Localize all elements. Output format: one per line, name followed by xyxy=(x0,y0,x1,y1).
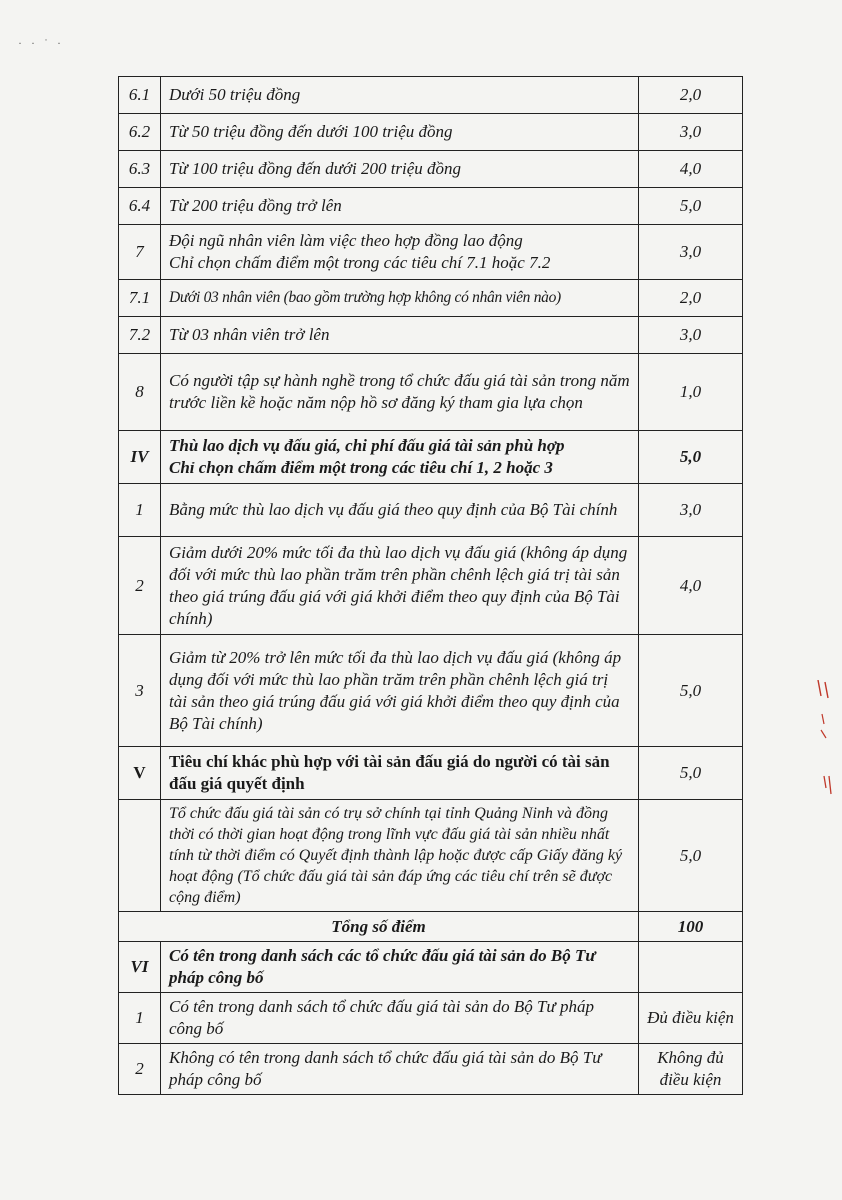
row-number: VI xyxy=(119,942,161,993)
row-score: 3,0 xyxy=(639,484,743,537)
row-number: V xyxy=(119,747,161,800)
row-number: 6.2 xyxy=(119,114,161,151)
row-number: 6.1 xyxy=(119,77,161,114)
row-score: 3,0 xyxy=(639,225,743,280)
margin-ink-marks xyxy=(812,680,838,820)
row-number: IV xyxy=(119,431,161,484)
ink-stroke xyxy=(821,714,826,738)
row-number: 7.1 xyxy=(119,280,161,317)
scan-speckle: · · ˙ · xyxy=(18,36,64,50)
row-description: Từ 50 triệu đồng đến dưới 100 triệu đồng xyxy=(161,114,639,151)
row-description: Không có tên trong danh sách tổ chức đấu giá tài sản do Bộ Tư pháp công bố xyxy=(161,1044,639,1095)
ink-stroke xyxy=(824,776,831,794)
table-row xyxy=(119,484,743,537)
row-score: 4,0 xyxy=(639,537,743,635)
row-number: 8 xyxy=(119,354,161,431)
row-score: 2,0 xyxy=(639,280,743,317)
row-description: Dưới 50 triệu đồng xyxy=(161,77,639,114)
ink-stroke xyxy=(818,680,821,696)
row-score: 5,0 xyxy=(639,635,743,747)
row-number: 7 xyxy=(119,225,161,280)
row-description: Từ 03 nhân viên trở lên xyxy=(161,317,639,354)
row-score: Không đủ điều kiện xyxy=(639,1044,743,1095)
table-row xyxy=(119,537,743,635)
row-description: Bằng mức thù lao dịch vụ đấu giá theo quy định của Bộ Tài chính xyxy=(161,484,639,537)
row-description: Tiêu chí khác phù hợp với tài sản đấu giá do người có tài sản đấu giá quyết định xyxy=(161,747,639,800)
row-description: Giảm dưới 20% mức tối đa thù lao dịch vụ đấu giá (không áp dụng đối với mức thù lao phần trăm trên phần chênh lệch giá trị tài sản theo giá trúng đấu giá với giá khởi điểm theo quy định của Bộ Tài chính) xyxy=(161,537,639,635)
table-row xyxy=(119,942,743,993)
row-number: 1 xyxy=(119,993,161,1044)
row-description: Từ 100 triệu đồng đến dưới 200 triệu đồng xyxy=(161,151,639,188)
row-number xyxy=(119,800,161,912)
row-score: 5,0 xyxy=(639,747,743,800)
table-row xyxy=(119,354,743,431)
row-score: Đủ điều kiện xyxy=(639,993,743,1044)
row-number: 2 xyxy=(119,1044,161,1095)
row-description: Thù lao dịch vụ đấu giá, chi phí đấu giá tài sản phù hợp Chỉ chọn chấm điểm một trong các tiêu chí 1, 2 hoặc 3 xyxy=(161,431,639,484)
row-number: 6.3 xyxy=(119,151,161,188)
table-row xyxy=(119,280,743,317)
total-label: Tổng số điểm xyxy=(119,912,639,942)
total-row xyxy=(119,912,743,942)
criteria-table-body xyxy=(119,77,743,1095)
row-score: 1,0 xyxy=(639,354,743,431)
row-number: 2 xyxy=(119,537,161,635)
table-row xyxy=(119,993,743,1044)
row-score: 2,0 xyxy=(639,77,743,114)
ink-stroke xyxy=(825,682,828,698)
row-number: 3 xyxy=(119,635,161,747)
row-description: Có người tập sự hành nghề trong tổ chức đấu giá tài sản trong năm trước liền kề hoặc năm nộp hồ sơ đăng ký tham gia lựa chọn xyxy=(161,354,639,431)
row-description: Có tên trong danh sách tổ chức đấu giá tài sản do Bộ Tư pháp công bố xyxy=(161,993,639,1044)
table-row xyxy=(119,114,743,151)
row-score xyxy=(639,942,743,993)
table-row xyxy=(119,317,743,354)
row-description: Tổ chức đấu giá tài sản có trụ sở chính tại tỉnh Quảng Ninh và đồng thời có thời gian hoạt động trong lĩnh vực đấu giá tài sản nhiều nhất tính từ thời điểm có Quyết định thành lập hoặc được cấp Giấy đăng ký hoạt động (Tổ chức đấu giá tài sản đáp ứng các tiêu chí trên sẽ được cộng điểm) xyxy=(161,800,639,912)
row-score: 5,0 xyxy=(639,188,743,225)
table-row xyxy=(119,747,743,800)
row-description: Giảm từ 20% trở lên mức tối đa thù lao dịch vụ đấu giá (không áp dụng đối với mức thù lao phần trăm trên phần chênh lệch giá trị tài sản theo giá trúng đấu giá với giá khởi điểm theo quy định của Bộ Tài chính) xyxy=(161,635,639,747)
table-row xyxy=(119,1044,743,1095)
row-description: Dưới 03 nhân viên (bao gồm trường hợp không có nhân viên nào) xyxy=(161,280,639,317)
table-row xyxy=(119,188,743,225)
row-number: 1 xyxy=(119,484,161,537)
row-description: Có tên trong danh sách các tổ chức đấu giá tài sản do Bộ Tư pháp công bố xyxy=(161,942,639,993)
row-number: 6.4 xyxy=(119,188,161,225)
criteria-table xyxy=(118,76,743,1095)
total-score: 100 xyxy=(639,912,743,942)
table-row xyxy=(119,151,743,188)
row-number: 7.2 xyxy=(119,317,161,354)
row-score: 3,0 xyxy=(639,317,743,354)
row-description: Từ 200 triệu đồng trở lên xyxy=(161,188,639,225)
table-row xyxy=(119,635,743,747)
row-score: 3,0 xyxy=(639,114,743,151)
row-description: Đội ngũ nhân viên làm việc theo hợp đồng lao động Chỉ chọn chấm điểm một trong các tiêu chí 7.1 hoặc 7.2 xyxy=(161,225,639,280)
table-row xyxy=(119,77,743,114)
row-score: 5,0 xyxy=(639,800,743,912)
row-score: 5,0 xyxy=(639,431,743,484)
table-row xyxy=(119,225,743,280)
table-row xyxy=(119,431,743,484)
row-score: 4,0 xyxy=(639,151,743,188)
table-row xyxy=(119,800,743,912)
